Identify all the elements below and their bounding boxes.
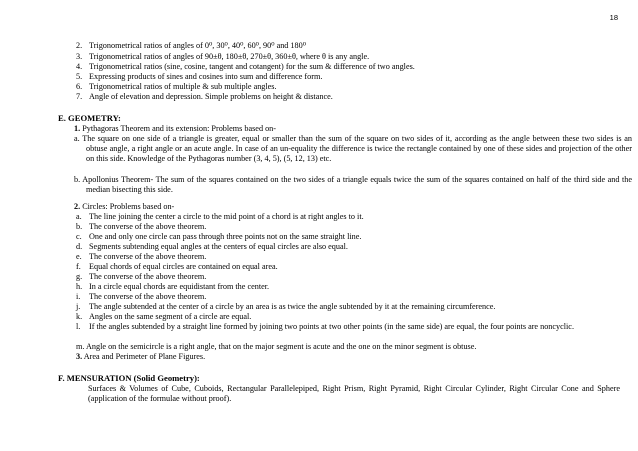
list-item-text: The angle subtended at the center of a circle by an area is as twice the angle subtended by it at the remaining circumference. xyxy=(89,302,496,311)
list-item-number: e. xyxy=(76,252,82,261)
list-item-number: j. xyxy=(76,302,81,311)
section-heading-geometry: E. GEOMETRY: xyxy=(58,113,121,123)
list-item-text: The converse of the above theorem. xyxy=(89,222,207,231)
paragraph-item-l xyxy=(76,322,633,332)
list-item-number: f. xyxy=(76,262,81,271)
list-item-number: i. xyxy=(76,292,81,301)
list-item-number: 2. xyxy=(76,41,83,50)
list-item-text: Pythagoras Theorem and its extension: Problems based on- xyxy=(82,124,277,133)
list-item-number: 2. xyxy=(74,202,81,211)
list-item-number: 5. xyxy=(76,72,83,81)
list-item xyxy=(76,292,206,302)
page-number: 18 xyxy=(609,13,618,22)
list-item-text: Expressing products of sines and cosines into sum and difference form. xyxy=(89,72,323,81)
list-item xyxy=(76,272,206,282)
list-item-number: c. xyxy=(76,232,82,241)
list-item xyxy=(76,62,415,72)
list-item xyxy=(76,242,348,252)
list-item xyxy=(76,352,205,362)
list-item-text: The line joining the center a circle to the mid point of a chord is at right angles to it. xyxy=(89,212,364,221)
paragraph-item-1a: a. The square on one side of a triangle is greater, equal or smaller than the sum of the square on two sides of it, according as the angle between these two sides is an obtuse angle, a right angle or an acute angle. In case of an un-equality the difference is twice the rectangle contained by one of these sides and projection of the other on this side. Knowledge of the Pythagoras number (3, 4, 5), (5, 12, 13) etc. xyxy=(74,134,632,163)
list-item xyxy=(76,302,495,312)
list-item xyxy=(76,262,278,272)
list-item xyxy=(76,212,364,222)
list-item-m: m. Angle on the semicircle is a right angle, that on the major segment is acute and the one on the minor segment is obtuse. xyxy=(76,342,477,351)
list-item-number: b. xyxy=(76,222,83,231)
paragraph-mensuration: Surfaces & Volumes of Cube, Cuboids, Rectangular Parallelepiped, Right Prism, Right Pyramid, Right Circular Cylinder, Right Circular Cone and Sphere (application of the formulae without proof). xyxy=(88,384,620,403)
list-item-number: 3. xyxy=(76,352,83,361)
list-item-number: 1. xyxy=(74,124,81,133)
list-item-text: Trigonometrical ratios of multiple & sub multiple angles. xyxy=(89,82,277,91)
list-item-text: The converse of the above theorem. xyxy=(89,292,207,301)
list-item xyxy=(76,232,361,242)
list-item-text: The converse of the above theorem. xyxy=(89,252,207,261)
list-item-text: Angle of elevation and depression. Simple problems on height & distance. xyxy=(89,92,333,101)
list-item xyxy=(76,252,206,262)
list-item xyxy=(76,41,306,51)
list-item-number: 7. xyxy=(76,92,83,101)
list-item-number: k. xyxy=(76,312,83,321)
list-item-text: Trigonometrical ratios of angles of 90±θ, 180±θ, 270±θ, 360±θ, where θ is any angle. xyxy=(89,52,370,61)
list-item-number: g. xyxy=(76,272,83,281)
list-item-text: In a circle equal chords are equidistant from the center. xyxy=(89,282,270,291)
list-item-text: Trigonometrical ratios (sine, cosine, tangent and cotangent) for the sum & difference of two angles. xyxy=(89,62,415,71)
list-item-text: Angles on the same segment of a circle are equal. xyxy=(89,312,252,321)
list-item-text: Circles: Problems based on- xyxy=(82,202,175,211)
list-item xyxy=(76,82,277,92)
list-item-text: Area and Perimeter of Plane Figures. xyxy=(83,352,206,361)
list-item xyxy=(76,282,269,292)
list-item xyxy=(76,312,251,322)
list-item-text: If the angles subtended by a straight line formed by joining two points at two other points (in the same side) are equal, the four points are noncyclic. xyxy=(89,322,574,331)
list-item-text: The converse of the above theorem. xyxy=(89,272,207,281)
section-heading-mensuration: F. MENSURATION (Solid Geometry): xyxy=(58,373,200,383)
list-item-text: Segments subtending equal angles at the centers of equal circles are also equal. xyxy=(89,242,348,251)
list-item xyxy=(74,202,174,212)
list-item-text: One and only one circle can pass through three points not on the same straight line. xyxy=(89,232,362,241)
list-item-number: a. xyxy=(76,212,82,221)
list-item xyxy=(76,92,333,102)
list-item-number: 6. xyxy=(76,82,83,91)
paragraph-item-1b: b. Apollonius Theorem- The sum of the squares contained on the two sides of a triangle equals twice the sum of the squares contained on half of the third side and the median bisecting this side. xyxy=(74,175,632,194)
list-item xyxy=(74,124,276,134)
list-item xyxy=(76,72,322,82)
list-item-number: l. xyxy=(76,322,81,331)
list-item-number: 4. xyxy=(76,62,83,71)
list-item xyxy=(76,222,206,232)
list-item xyxy=(76,52,369,62)
list-item-text: Trigonometrical ratios of angles of 0⁰, 30⁰, 40⁰, 60⁰, 90⁰ and 180⁰ xyxy=(89,41,307,50)
list-item-text: Equal chords of equal circles are contained on equal area. xyxy=(89,262,278,271)
list-item-number: d. xyxy=(76,242,83,251)
list-item-number: 3. xyxy=(76,52,83,61)
list-item-number: h. xyxy=(76,282,83,291)
